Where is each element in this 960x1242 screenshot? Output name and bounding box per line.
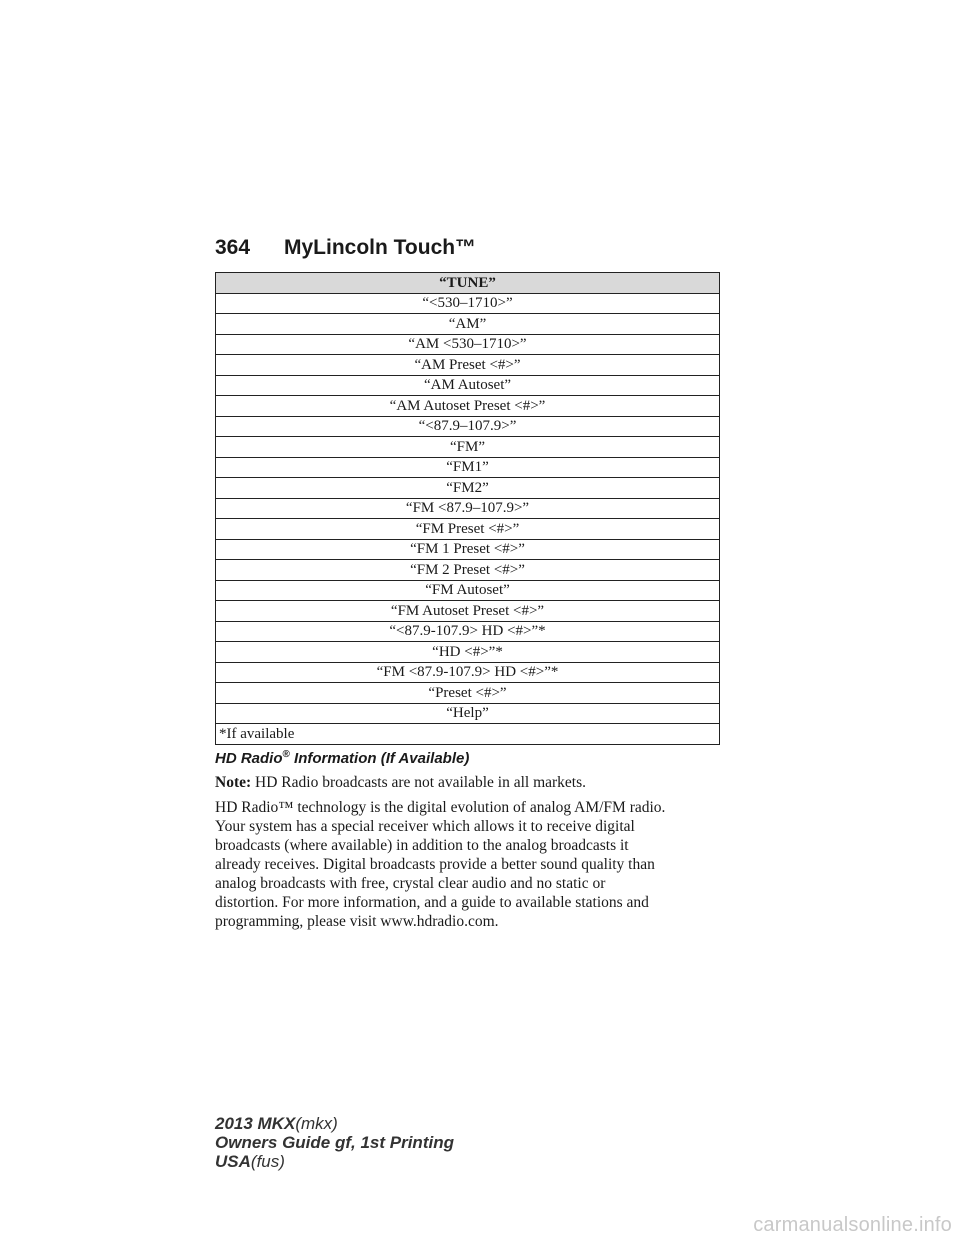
table-row xyxy=(216,457,720,478)
table-row xyxy=(216,560,720,581)
table-header-row xyxy=(216,273,720,294)
table-row xyxy=(216,662,720,683)
command-cell: “AM <530–1710>” xyxy=(216,334,720,355)
command-cell: “AM” xyxy=(216,314,720,335)
footer-line xyxy=(215,1152,454,1171)
footer-line-bold: USA xyxy=(215,1152,251,1171)
command-cell: “AM Autoset” xyxy=(216,375,720,396)
table-row xyxy=(216,621,720,642)
page-footer xyxy=(215,1114,454,1171)
paragraph-line: broadcasts (where available) in addition to the analog broadcasts it xyxy=(215,837,629,854)
paragraph-line: distortion. For more information, and a guide to available stations and xyxy=(215,894,649,911)
section-title-suffix: Information (If Available) xyxy=(294,750,470,767)
table-row xyxy=(216,416,720,437)
page-number: 364 xyxy=(215,236,251,259)
command-cell: “FM <87.9–107.9>” xyxy=(216,498,720,519)
table-row xyxy=(216,601,720,622)
section-title-prefix: HD Radio xyxy=(215,750,283,767)
table-row xyxy=(216,683,720,704)
section-title xyxy=(215,749,469,767)
paragraph-line: analog broadcasts with free, crystal clear audio and no static or xyxy=(215,875,606,892)
command-cell: “FM 1 Preset <#>” xyxy=(216,539,720,560)
table-footnote-row xyxy=(216,724,720,745)
table-row xyxy=(216,580,720,601)
note-label: Note: xyxy=(215,774,252,791)
command-cell: “FM Autoset” xyxy=(216,580,720,601)
page-header xyxy=(215,236,720,266)
command-cell: “Preset <#>” xyxy=(216,683,720,704)
table-footnote: *If available xyxy=(216,724,720,745)
command-cell: “FM2” xyxy=(216,478,720,499)
table-row xyxy=(216,314,720,335)
table-row xyxy=(216,437,720,458)
command-cell: “FM 2 Preset <#>” xyxy=(216,560,720,581)
footer-line-normal: (fus) xyxy=(250,1152,285,1171)
paragraph-line: Your system has a special receiver which allows it to receive digital xyxy=(215,818,635,835)
footer-line xyxy=(215,1114,454,1133)
command-cell: “FM Preset <#>” xyxy=(216,519,720,540)
body-paragraph xyxy=(215,798,725,931)
table-row xyxy=(216,539,720,560)
note-paragraph xyxy=(215,773,725,792)
command-cell: “<87.9-107.9> HD <#>”* xyxy=(216,621,720,642)
table-row xyxy=(216,396,720,417)
command-cell: “Help” xyxy=(216,703,720,724)
paragraph-line: programming, please visit www.hdradio.com. xyxy=(215,913,499,930)
command-cell: “FM Autoset Preset <#>” xyxy=(216,601,720,622)
table-row xyxy=(216,355,720,376)
footer-line xyxy=(215,1133,454,1152)
paragraph-line: already receives. Digital broadcasts provide a better sound quality than xyxy=(215,856,655,873)
note-text: HD Radio broadcasts are not available in all markets. xyxy=(255,774,587,791)
table-row xyxy=(216,375,720,396)
table-row xyxy=(216,478,720,499)
footer-line-bold: 2013 MKX xyxy=(215,1114,296,1133)
table-row xyxy=(216,642,720,663)
command-cell: “<530–1710>” xyxy=(216,293,720,314)
command-cell: “FM <87.9-107.9> HD <#>”* xyxy=(216,662,720,683)
table-row xyxy=(216,334,720,355)
watermark: carmanualsonline.info xyxy=(753,1214,952,1236)
voice-command-table xyxy=(215,272,720,745)
command-cell: “FM1” xyxy=(216,457,720,478)
command-cell: “AM Autoset Preset <#>” xyxy=(216,396,720,417)
command-cell: “<87.9–107.9>” xyxy=(216,416,720,437)
registered-mark: ® xyxy=(282,749,290,760)
footer-line-bold: Owners Guide gf, 1st Printing xyxy=(215,1133,454,1152)
command-cell: “HD <#>”* xyxy=(216,642,720,663)
table-row xyxy=(216,519,720,540)
footer-line-normal: (mkx) xyxy=(295,1114,338,1133)
command-cell: “FM” xyxy=(216,437,720,458)
chapter-title: MyLincoln Touch™ xyxy=(284,236,477,259)
command-cell: “AM Preset <#>” xyxy=(216,355,720,376)
paragraph-line: HD Radio™ technology is the digital evolution of analog AM/FM radio. xyxy=(215,799,666,816)
table-row xyxy=(216,293,720,314)
table-row xyxy=(216,498,720,519)
table-row xyxy=(216,703,720,724)
table-heading: “TUNE” xyxy=(216,273,720,294)
